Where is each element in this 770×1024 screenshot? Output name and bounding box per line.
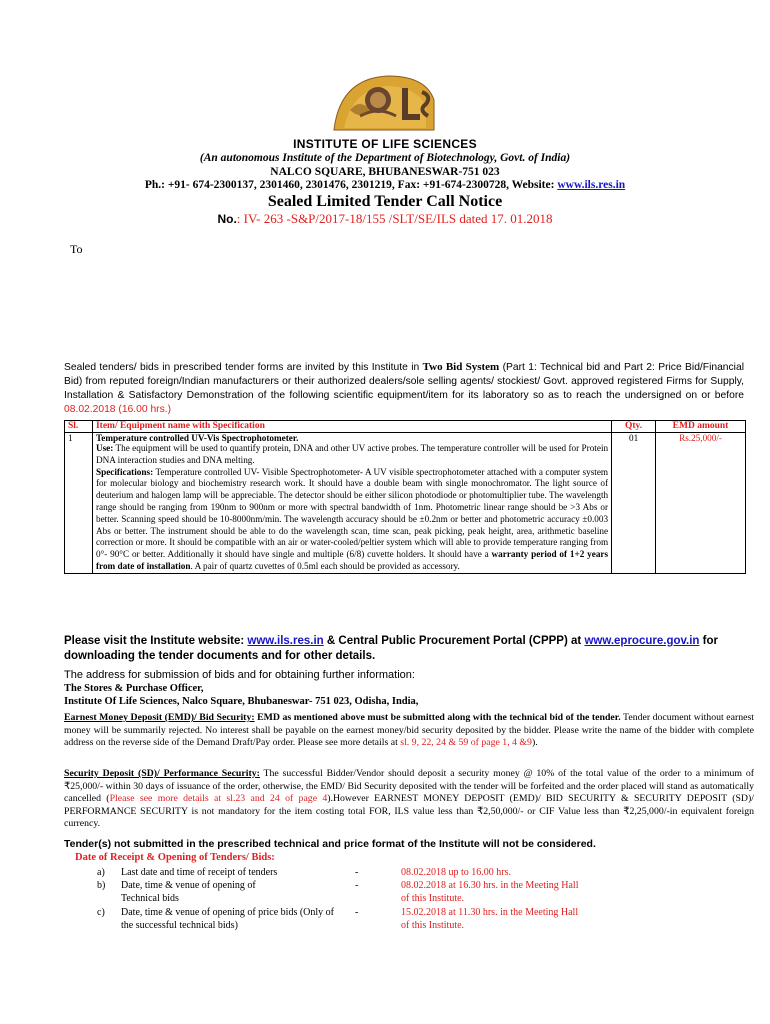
emd-reference: sl. 9, 22, 24 & 59 of page 1, 4 &9 [400,737,532,748]
emd-tail: ). [531,737,538,748]
eprocure-link[interactable]: www.eprocure.gov.in [584,635,700,647]
submission-address [64,669,754,708]
institute-name: INSTITUTE OF LIFE SCIENCES [293,137,477,151]
date-row-key: a) [97,867,105,878]
institute-address: NALCO SQUARE, BHUBANESWAR-751 023 [270,166,500,178]
use-label: Use: [95,443,114,453]
emd-text: Tender document without earnest money will be summarily rejected. No interest shall be payable on the earnest money/bid security deposited by the bidder. Please write the name of the bidder with complete address on the reverse side of the Demand Draft/Pay order. Please see more details at [64,712,754,748]
sd-heading: Security Deposit (SD)/ Performance Security: [64,768,260,779]
item-use [96,443,608,467]
date-row-text: Last date and time of receipt of tenders [121,867,278,878]
intro-text-2: (Part 1: Technical bid and Part 2: Price Bid/Financial Bid) from reputed foreign/Indian manufacturers or their authorized dealers/sole selling agents/ stockiest/ Govt. approved registered Firms for Supply, Installation & Satisfactory Demonstration of the following scientific equipment/item for its laboratory so as to reach the undersigned on or before [64,362,744,401]
item-title: Temperature controlled UV-Vis Spectrophotometer. [95,433,299,443]
address-institute: Institute Of Life Sciences, Nalco Square, Bhubaneswar- 751 023, Odisha, India, [64,696,419,707]
contact-line [0,179,770,191]
to-label: To [70,242,83,256]
website-link[interactable]: www.ils.res.in [557,179,626,191]
row-emd: Rs.25,000/- [656,433,746,574]
intro-text-1: Sealed tenders/ bids in prescribed tender forms are invited by this Institute in [64,362,423,373]
intro-paragraph [64,360,744,417]
date-row-key: b) [97,880,106,891]
ils-logo [330,70,442,134]
date-row-dash: - [355,907,359,918]
address-officer: The Stores & Purchase Officer, [64,683,204,694]
item-specifications [96,467,608,573]
phone-fax-text: Ph.: +91- 674-2300137, 2301460, 2301476, 2301219, Fax: +91-674-2300728, Website: [144,179,558,191]
notice-number [0,211,770,227]
address-intro: The address for submission of bids and for obtaining further information: [64,669,415,681]
table-header-row [65,421,746,433]
sd-text: The successful Bidder/Vendor should deposit a security money @ 10% of the total value of the order to a minimum of ₹25,000/- within 30 days of issuance of the order, otherwise, the EMD/ Bid Security deposited with the tender will be forfeited and the order placed will stand as automatically cancelled ( [64,768,754,804]
two-bid-system: Two Bid System [422,361,500,373]
equipment-table [64,420,746,574]
col-item: Item/ Equipment name with Specification [92,421,611,433]
row-qty: 01 [612,433,656,574]
col-emd: EMD amount [656,421,746,433]
emd-paragraph [64,712,754,750]
visit-website-note [64,634,754,664]
security-deposit-paragraph [64,768,754,831]
table-row [65,433,746,574]
spec-tail: . A pair of quartz cuvettes of 0.5ml each should be provided as accessory. [190,560,460,571]
col-sl: Sl. [65,421,93,433]
warranty-text: warranty period of 1+2 years from date of installation [95,549,609,571]
notice-number-value: : IV- 263 -S&P/2017-18/155 /SLT/SE/ILS dated 17. 01.2018 [236,211,553,226]
date-row-text: Date, time & venue of opening of price bids (Only of the successful technical bids) [121,907,334,931]
date-row-value: 08.02.2018 at 16.30 hrs. in the Meeting Hall of this Institute. [401,880,579,904]
visit-text-2: & Central Public Procurement Portal (CPPP) at [323,635,585,647]
ils-website-link[interactable]: www.ils.res.in [247,635,324,647]
date-row-dash: - [355,867,359,878]
row-item [92,433,611,574]
notice-title: Sealed Limited Tender Call Notice [267,193,503,210]
visit-text-3: for downloading the tender documents and for other details. [64,635,718,662]
date-row-key: c) [97,907,105,918]
date-row-text: Date, time & venue of opening of Technical bids [121,880,256,904]
emd-bold-text: EMD as mentioned above must be submitted along with the technical bid of the tender. [254,712,621,723]
submission-deadline: 08.02.2018 (16.00 hrs.) [64,404,172,415]
row-sl: 1 [65,433,93,574]
col-qty: Qty. [612,421,656,433]
use-text: The equipment will be used to quantify protein, DNA and other UV active probes. The temperature controller will be used for Protein DNA interaction studies and DNA melting. [95,443,609,465]
institute-subtitle: (An autonomous Institute of the Department of Biotechnology, Govt. of India) [199,152,571,164]
date-row-value: 08.02.2018 up to 16.00 hrs. [401,867,511,878]
emd-heading: Earnest Money Deposit (EMD)/ Bid Security: [64,712,255,723]
sd-tail: ).However EARNEST MONEY DEPOSIT (EMD)/ BID SECURITY & SECURITY DEPOSIT (SD)/ PERFORMANCE SECURITY is not mandatory for the item costing total FOR, ILS value less than ₹2,50,000/- or CIF Value less than ₹2,25,000/-in equivalent foreign currency. [64,793,754,829]
visit-text-1: Please visit the Institute website: [64,635,248,647]
tender-format-note: Tender(s) not submitted in the prescribed technical and price format of the Institute will not be considered. [64,838,596,850]
date-row-value: 15.02.2018 at 11.30 hrs. in the Meeting Hall of this Institute. [401,907,579,931]
sd-reference: Please see more details at sl.23 and 24 of page 4 [109,793,328,804]
spec-text: Temperature controlled UV- Visible Spectrophotometer- A UV visible spectrophotometer attached with a computer system for molecular biology and biochemistry research work. It should have a double beam with single monochromator. The light source of deuterium and halogen lamp will be appreciable. The detector should be either silicon photodiode or photomultiplier tube. The wavelength range should be ranging from 190nm to 900nm or more with spectral bandwidth of 1nm. Photometric linear range should be >3 Abs or better. Scanning speed should be 10-8000nm/min. The wavelength accuracy should be ±0.2nm or better and photometric accuracy ±0.003 Abs or better. The instrument should be able to do the wavelength scan, time scan, peak picking, peak height, area, arithmetic baseline correction or more. It should be compatible with an air or water-cooled/peltier system which will able to provide temperature ranging from 0°- 90°C or better. Additionally it should have single and multiple (6/8) cuvette holders. It should have a [95,466,609,560]
spec-label: Specifications: [95,466,154,477]
date-row-dash: - [355,880,359,891]
notice-number-label: No. [217,212,237,226]
dates-title: Date of Receipt & Opening of Tenders/ Bids: [75,852,275,863]
